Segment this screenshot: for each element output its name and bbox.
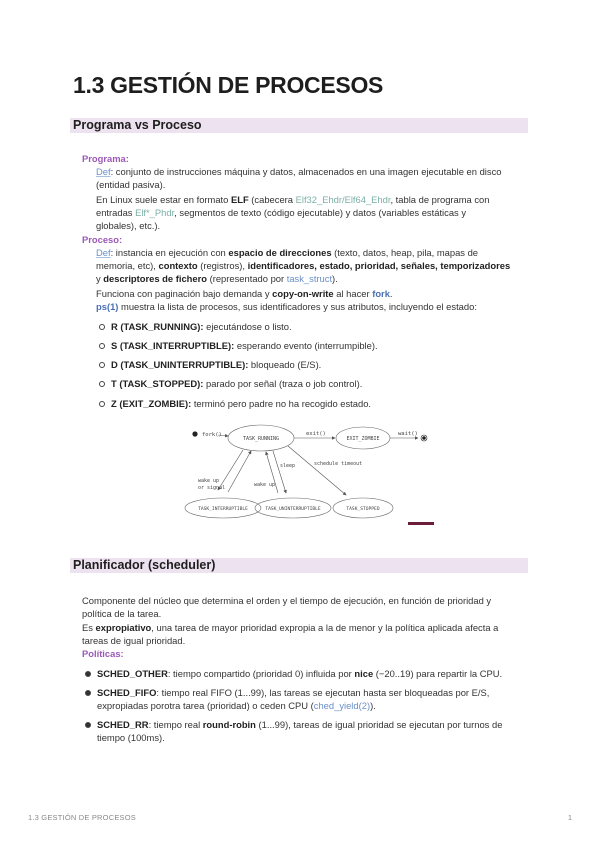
ched-yield-link[interactable]: ched_yield(2) [313,700,371,711]
linux-elf-line: En Linux suele estar en formato ELF (cabecera Elf32_Ehdr/Elf64_Ehdr, tabla de programa con [96,194,490,205]
policy-item-fifo-line2: expropiadas porotra tarea (prioridad) o ceden CPU (ched_yield(2)). [97,700,376,711]
wake-label: wake up [198,478,220,484]
signal-label: or signal [198,485,226,491]
programa-def: Def: conjunto de instrucciones máquina y datos, almacenados en una imagen ejecutable en disco [96,166,502,177]
ps-link[interactable]: ps(1) [96,301,119,312]
zombie-label: EXIT_ZOMBIE [346,436,380,442]
sched-desc-line2: política de la tarea. [82,608,162,619]
def-link[interactable]: Def [96,166,111,177]
wake2-label: wake up [254,482,276,488]
proceso-label: Proceso: [82,234,123,245]
running-label: TASK_RUNNING [242,436,280,442]
policy-item-rr: SCHED_RR: tiempo real round-robin (1...99), tareas de igual prioridad se ejecutan por turnos de [97,719,503,730]
page-number: 1 [567,813,572,822]
state-item-z: Z (EXIT_ZOMBIE): terminó pero padre no ha recogido estado. [111,398,372,409]
footer-title: 1.3 GESTIÓN DE PROCESOS [28,813,136,822]
policy-item-rr-line2: tiempo (100ms). [97,732,165,743]
policy-item-fifo: SCHED_FIFO: tiempo real FIFO (1...99), las tareas se ejecutan hasta ser bloqueadas por E/S, [97,687,490,698]
wait-label: wait() [398,431,418,437]
proceso-def-line3: y descriptores de fichero (representado por task_struct). [96,273,338,284]
interruptible-label: TASK_INTERRUPTIBLE [198,507,248,512]
section-header-programa-vs-proceso [70,118,528,133]
proceso-def: Def: instancia en ejecución con espacio de direcciones (texto, datos, heap, pila, mapas de [96,247,479,258]
fork-label: fork() [202,432,222,438]
linux-elf-line2: entradas Elf*_Phdr, segmentos de texto (código ejecutable) y datos (variables estáticas y [96,207,467,218]
paginacion-line: Funciona con paginación bajo demanda y copy-on-write al hacer fork. [96,288,393,299]
start-node [192,431,197,436]
state-item-t: T (TASK_STOPPED): parado por señal (traza o job control). [111,378,363,389]
politicas-label: Políticas: [82,648,124,659]
schedule-label: schedule timeout [314,461,363,467]
ps-line: ps(1) muestra la lista de procesos, sus identificadores y sus atributos, incluyendo el estado: [96,301,477,312]
sched-desc-line1: Componente del núcleo que determina el orden y el tiempo de ejecución, en función de prioridad y [82,595,492,606]
state-item-d: D (TASK_UNINTERRUPTIBLE): bloqueado (E/S). [111,359,322,370]
section-title: Planificador (scheduler) [73,558,216,572]
stopped-label: TASK_STOPPED [346,507,380,512]
section-header-planificador [70,558,528,573]
uninterruptible-label: TASK_UNINTERRUPTIBLE [265,507,321,512]
accent-bar [408,522,434,525]
state-item-s: S (TASK_INTERRUPTIBLE): esperando evento (interrumpible). [111,340,378,351]
def-link[interactable]: Def [96,247,111,258]
state-item-r: R (TASK_RUNNING): ejecutándose o listo. [111,321,292,332]
linux-elf-line3: globales), etc.). [96,220,161,231]
sleep-label: sleep [280,463,296,469]
proceso-def-line2: memoria, etc), contexto (registros), identificadores, estado, prioridad, señales, temporizadores [96,260,511,271]
programa-def-line2: (entidad pasiva). [96,179,166,190]
sched-desc-line4: tareas de igual prioridad. [82,635,186,646]
section-title: Programa vs Proceso [73,118,202,132]
sched-desc-line3: Es expropiativo, una tarea de mayor prioridad expropia a la de menor y la política aplicada afecta a [82,622,499,633]
policy-item-other: SCHED_OTHER: tiempo compartido (prioridad 0) influida por nice (−20..19) para repartir la CPU. [97,668,503,679]
exit-label: exit() [306,431,326,437]
page-title: 1.3 GESTIÓN DE PROCESOS [73,72,384,98]
process-state-diagram [178,420,438,530]
programa-label: Programa: [82,153,129,164]
